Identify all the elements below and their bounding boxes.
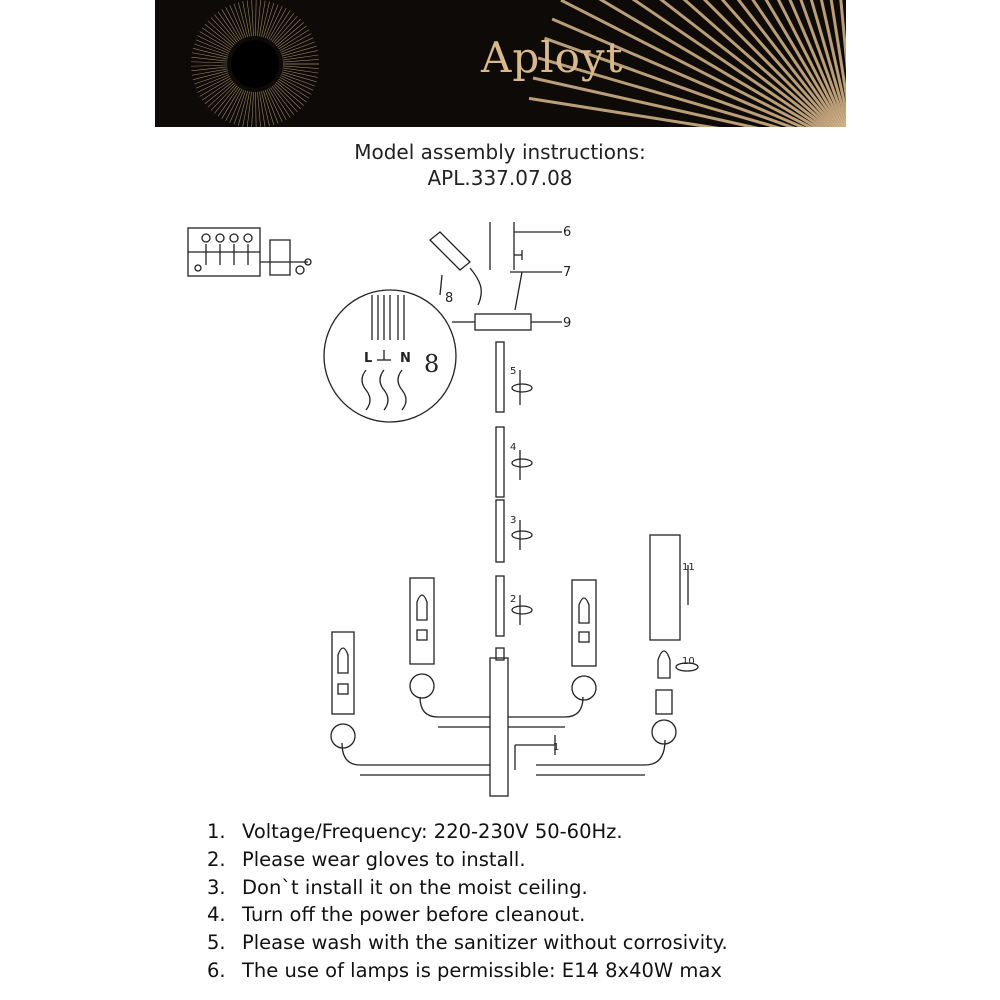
model-number: APL.337.07.08 (427, 166, 573, 190)
callout-11: 11 (682, 562, 695, 573)
instructions-list (207, 818, 728, 985)
sunburst-ray (275, 19, 301, 44)
sunburst-ray (230, 5, 244, 38)
sunburst-ray (208, 83, 235, 107)
sunburst-ray (191, 65, 227, 66)
sunburst-ray (196, 40, 229, 54)
wire-label-n: N (400, 351, 411, 366)
instruction-item: 2. Please wear gloves to install. (207, 847, 526, 871)
sunburst-ray (274, 85, 298, 112)
callout-8: 8 (445, 291, 454, 306)
sunburst-ray (274, 16, 298, 43)
canopy-assembly (430, 222, 562, 330)
sunburst-ray (252, 92, 254, 127)
wiring-ref-number: 8 (424, 350, 440, 378)
instruction-item: 5. Please wash with the sanitizer without corrosivity. (207, 931, 728, 955)
lamp-shade-left-inner (410, 578, 434, 698)
sunburst-ray (283, 68, 319, 73)
brand-logo-text: Aployt (481, 33, 624, 82)
sunburst-ray (247, 92, 251, 127)
sunburst-ray (279, 79, 309, 98)
sunburst-ray (279, 30, 309, 49)
sunburst-ray (255, 92, 256, 127)
sun-center-icon (231, 40, 279, 88)
callout-9: 9 (563, 316, 572, 331)
instruction-item: 1. Voltage/Frequency: 220-230V 50-60Hz. (207, 820, 623, 843)
sunburst-ray (247, 0, 251, 36)
sunburst-ray (283, 55, 319, 60)
sunburst-ray (252, 0, 254, 36)
callout-4: 4 (510, 442, 517, 453)
instruction-item: 6. The use of lamps is permissible: E14 8x40W max (207, 958, 722, 982)
sunburst-ray (211, 84, 236, 110)
callout-10: 10 (682, 656, 695, 667)
sunburst-ray (276, 82, 303, 105)
terminal-block-icon (188, 228, 311, 276)
sunburst-ray (281, 76, 314, 91)
sunburst-ray (281, 38, 314, 53)
sunburst-ray (196, 75, 229, 89)
sunburst-ray (283, 66, 319, 69)
sunburst-ray (230, 90, 244, 123)
chandelier-body (342, 648, 665, 796)
sunburst-ray (255, 0, 256, 36)
sunburst-ray (211, 18, 236, 44)
rod-segments (496, 342, 532, 636)
sunburst-ray (275, 84, 301, 109)
callout-6: 6 (563, 225, 572, 240)
document-title: Model assembly instructions: (354, 140, 646, 164)
sunburst-ray (261, 91, 269, 126)
wire-label-l: L (364, 351, 373, 366)
instruction-item: 4. Turn off the power before cleanout. (207, 903, 586, 927)
sunburst-ray (283, 59, 319, 62)
callout-2: 2 (510, 594, 517, 605)
sunburst-ray (191, 62, 227, 63)
callout-7: 7 (563, 265, 572, 280)
lamp-shade-right-inner (572, 580, 596, 700)
sunburst-ray (261, 2, 269, 37)
callout-3: 3 (510, 515, 517, 526)
sunburst-ray (208, 21, 235, 45)
callout-5: 5 (510, 366, 517, 377)
sunburst-ray (276, 22, 303, 45)
lamp-shade-left-outer (331, 632, 355, 748)
instruction-item: 3. Don`t install it on the moist ceiling. (207, 875, 588, 899)
assembly-diagram (170, 210, 730, 810)
callout-1: 1 (553, 742, 560, 753)
brand-banner (155, 0, 846, 127)
